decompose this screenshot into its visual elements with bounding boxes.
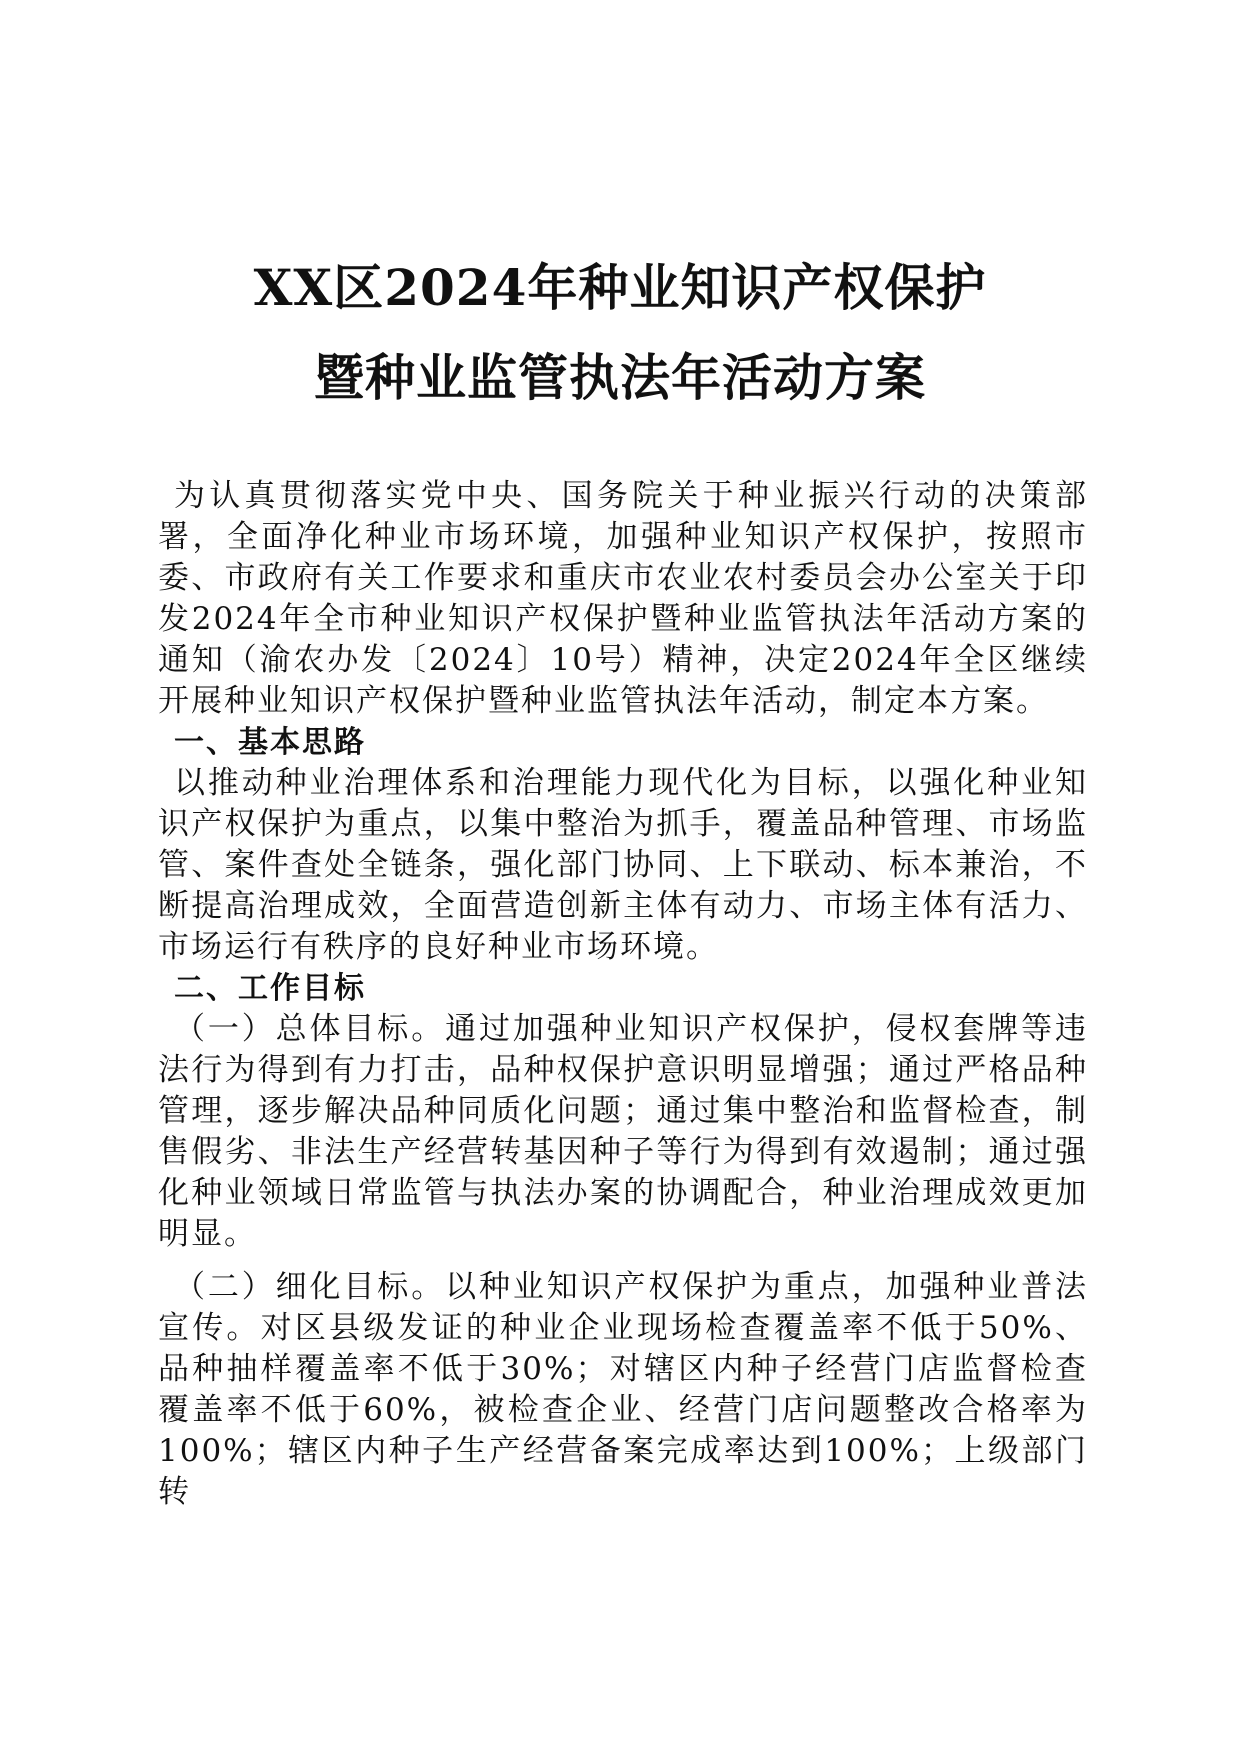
- section-basic-approach-text: 以推动种业治理体系和治理能力现代化为目标，以强化种业知识产权保护为重点，以集中整治为抓手，覆盖品种管理、市场监管、案件查处全链条，强化部门协同、上下联动、标本兼治，不断提高治理成效，全面营造创新主体有动力、市场主体有活力、市场运行有秩序的良好种业市场环境。: [158, 765, 1088, 965]
- section-heading-basic-approach: 一、基本思路: [174, 725, 366, 760]
- document-body: [158, 476, 1088, 1513]
- section-heading-work-goals: 二、工作目标: [174, 971, 366, 1006]
- document-title-line-1: XX区2024年种业知识产权保护: [253, 258, 987, 317]
- work-goals-overall-paragraph: （一）总体目标。通过加强种业知识产权保护，侵权套牌等违法行为得到有力打击，品种权保护意识明显增强；通过严格品种管理，逐步解决品种同质化问题；通过集中整治和监督检查，制售假劣、非法生产经营转基因种子等行为得到有效遏制；通过强化种业领域日常监管与执法办案的协调配合，种业治理成效更加明显。: [158, 1011, 1088, 1252]
- intro-paragraph: 为认真贯彻落实党中央、国务院关于种业振兴行动的决策部署，全面净化种业市场环境，加强种业知识产权保护，按照市委、市政府有关工作要求和重庆市农业农村委员会办公室关于印发2024年全市种业知识产权保护暨种业监管执法年活动方案的通知（渝农办发〔2024〕10号）精神，决定2024年全区继续开展种业知识产权保护暨种业监管执法年活动，制定本方案。: [158, 478, 1088, 719]
- document-title-line-2: 暨种业监管执法年活动方案: [314, 348, 926, 407]
- work-goals-detailed-paragraph: （二）细化目标。以种业知识产权保护为重点，加强种业普法宣传。对区县级发证的种业企业现场检查覆盖率不低于50%、品种抽样覆盖率不低于30%；对辖区内种子经营门店监督检查覆盖率不低于60%，被检查企业、经营门店问题整改合格率为100%；辖区内种子生产经营备案完成率达到100%；上级部门转: [158, 1269, 1088, 1510]
